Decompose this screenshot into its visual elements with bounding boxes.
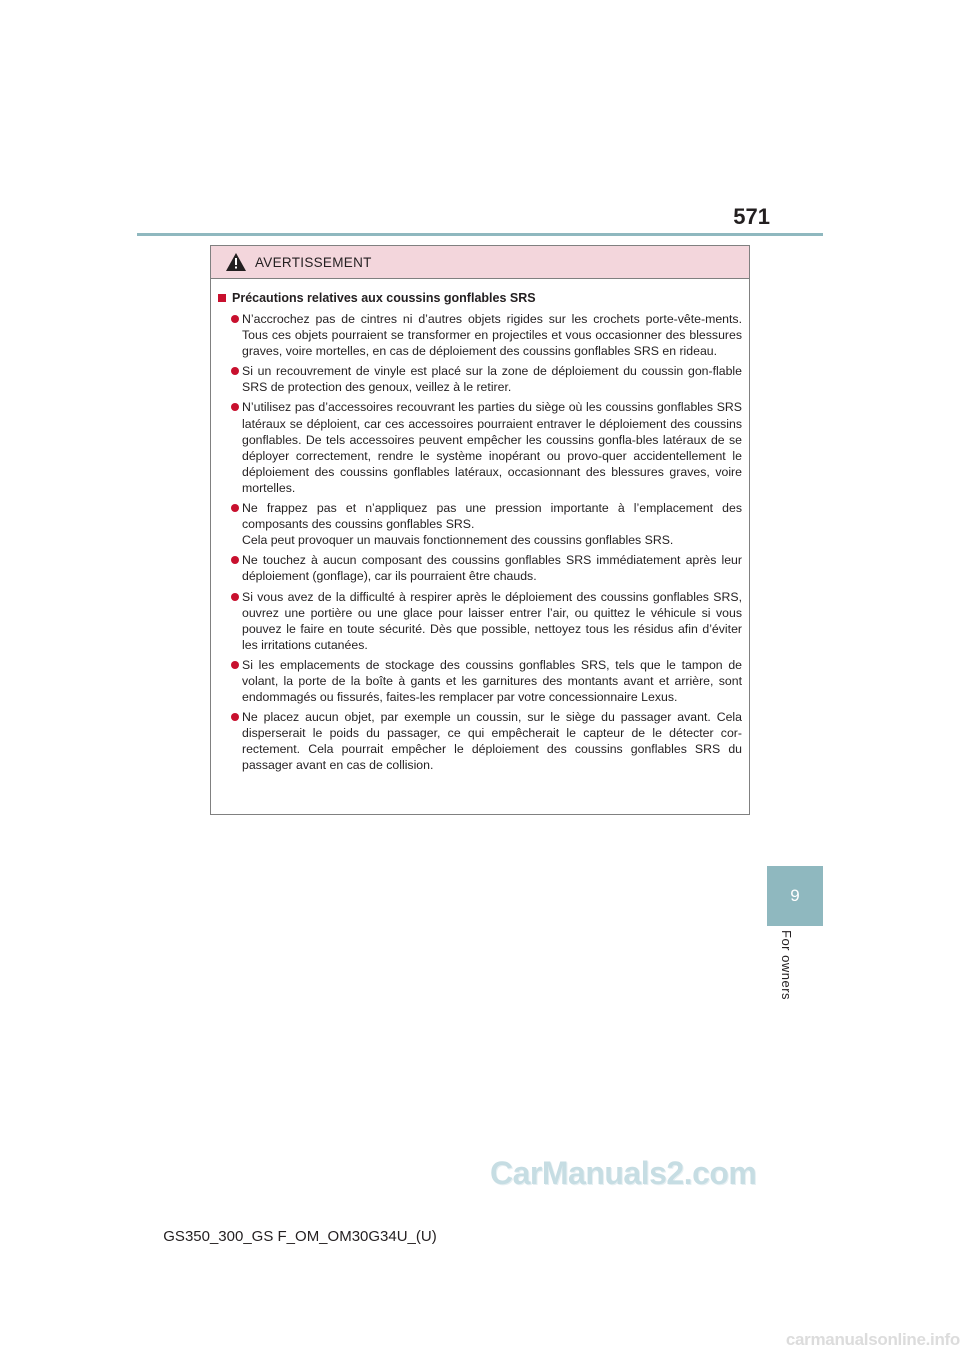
bullet-dot-icon xyxy=(231,367,239,375)
warning-triangle-icon xyxy=(225,252,247,272)
warning-body xyxy=(211,279,749,774)
bullet-dot-icon xyxy=(231,315,239,323)
bullet-text: N’utilisez pas d’accessoires recouvrant les parties du siège où les coussins gonflables SRS latéraux se déploient, car ces accessoires pourraient entraver le déploiement des coussins gonflables. De tels accessoires peuvent empêcher les coussins gonfla-bles latéraux de se déployer correctement, rendre le système inopérant ou provo-quer accidentellement le déploiement des coussins gonflables latéraux, occasionnant des blessures graves, voire mortelles. xyxy=(242,400,742,495)
warning-box xyxy=(210,245,750,815)
warning-header xyxy=(211,246,749,279)
bullet-dot-icon xyxy=(231,556,239,564)
bullet-item xyxy=(218,363,742,395)
section-title xyxy=(218,291,742,305)
bullet-note: Cela peut provoquer un mauvais fonctionnement des coussins gonflables SRS. xyxy=(242,533,674,548)
bullet-text: N’accrochez pas de cintres ni d’autres objets rigides sur les crochets porte-vête-ments. Tous ces objets pourraient se transformer en projectiles et vous occasionner des blessures graves, voire mortelles, en cas de déploiement des coussins gonflables SRS en rideau. xyxy=(242,312,742,359)
bullet-item xyxy=(218,657,742,705)
watermark-logo: CarManuals2.com xyxy=(490,1155,757,1191)
bullet-dot-icon xyxy=(231,504,239,512)
footer-code: GS350_300_GS F_OM_OM30G34U_(U) xyxy=(163,1228,437,1245)
bullet-item xyxy=(218,589,742,653)
footer-site-watermark: carmanualsonline.info xyxy=(785,1330,960,1349)
bullet-text: Si un recouvrement de vinyle est placé sur la zone de déploiement du coussin gon-flable SRS de protection des genoux, veillez à le retirer. xyxy=(242,364,742,395)
bullet-dot-icon xyxy=(231,713,239,721)
chapter-label: For owners xyxy=(779,930,794,1001)
bullet-text: Ne frappez pas et n’appliquez pas une pression importante à l’emplacement des composants des coussins gonflables SRS. xyxy=(242,501,742,532)
bullet-text: Si vous avez de la difficulté à respirer après le déploiement des coussins gonflables SRS, ouvrez une portière ou une glace pour laisser entrer l’air, ou quittez le véhicule si vous pouvez le faire en toute sécurité. Dès que possible, nettoyez tous les résidus afin d’éviter les irritations cutanées. xyxy=(242,589,742,652)
chapter-tab[interactable] xyxy=(767,866,823,926)
bullet-item xyxy=(218,552,742,584)
bullet-item xyxy=(218,311,742,359)
section-square-icon xyxy=(218,294,226,302)
page-number: 571 xyxy=(733,204,770,229)
bullet-dot-icon xyxy=(231,403,239,411)
bullet-dot-icon xyxy=(231,661,239,669)
bullet-text: Ne placez aucun objet, par exemple un coussin, sur le siège du passager avant. Cela disperserait le poids du passager, ce qui empêcherait le capteur de le détecter cor-rectement. Cela pourrait empêcher le déploiement des coussins gonflables SRS du passager avant en cas de collision. xyxy=(242,710,742,773)
warning-title: AVERTISSEMENT xyxy=(255,254,372,270)
bullet-item xyxy=(218,500,742,548)
bullet-item xyxy=(218,709,742,773)
section-title-text: Précautions relatives aux coussins gonflables SRS xyxy=(232,291,536,305)
header-rule xyxy=(137,233,823,236)
bullet-dot-icon xyxy=(231,593,239,601)
bullet-text: Ne touchez à aucun composant des coussins gonflables SRS immédiatement après leur déploiement (gonflage), car ils pourraient être chauds. xyxy=(242,553,742,584)
bullet-item xyxy=(218,399,742,496)
bullet-text: Si les emplacements de stockage des coussins gonflables SRS, tels que le tampon de volant, la porte de la boîte à gants et les garnitures des montants avant et arrière, sont endommagés ou fissurés, faites-les remplacer par votre concessionnaire Lexus. xyxy=(242,657,742,705)
chapter-number: 9 xyxy=(790,886,800,905)
